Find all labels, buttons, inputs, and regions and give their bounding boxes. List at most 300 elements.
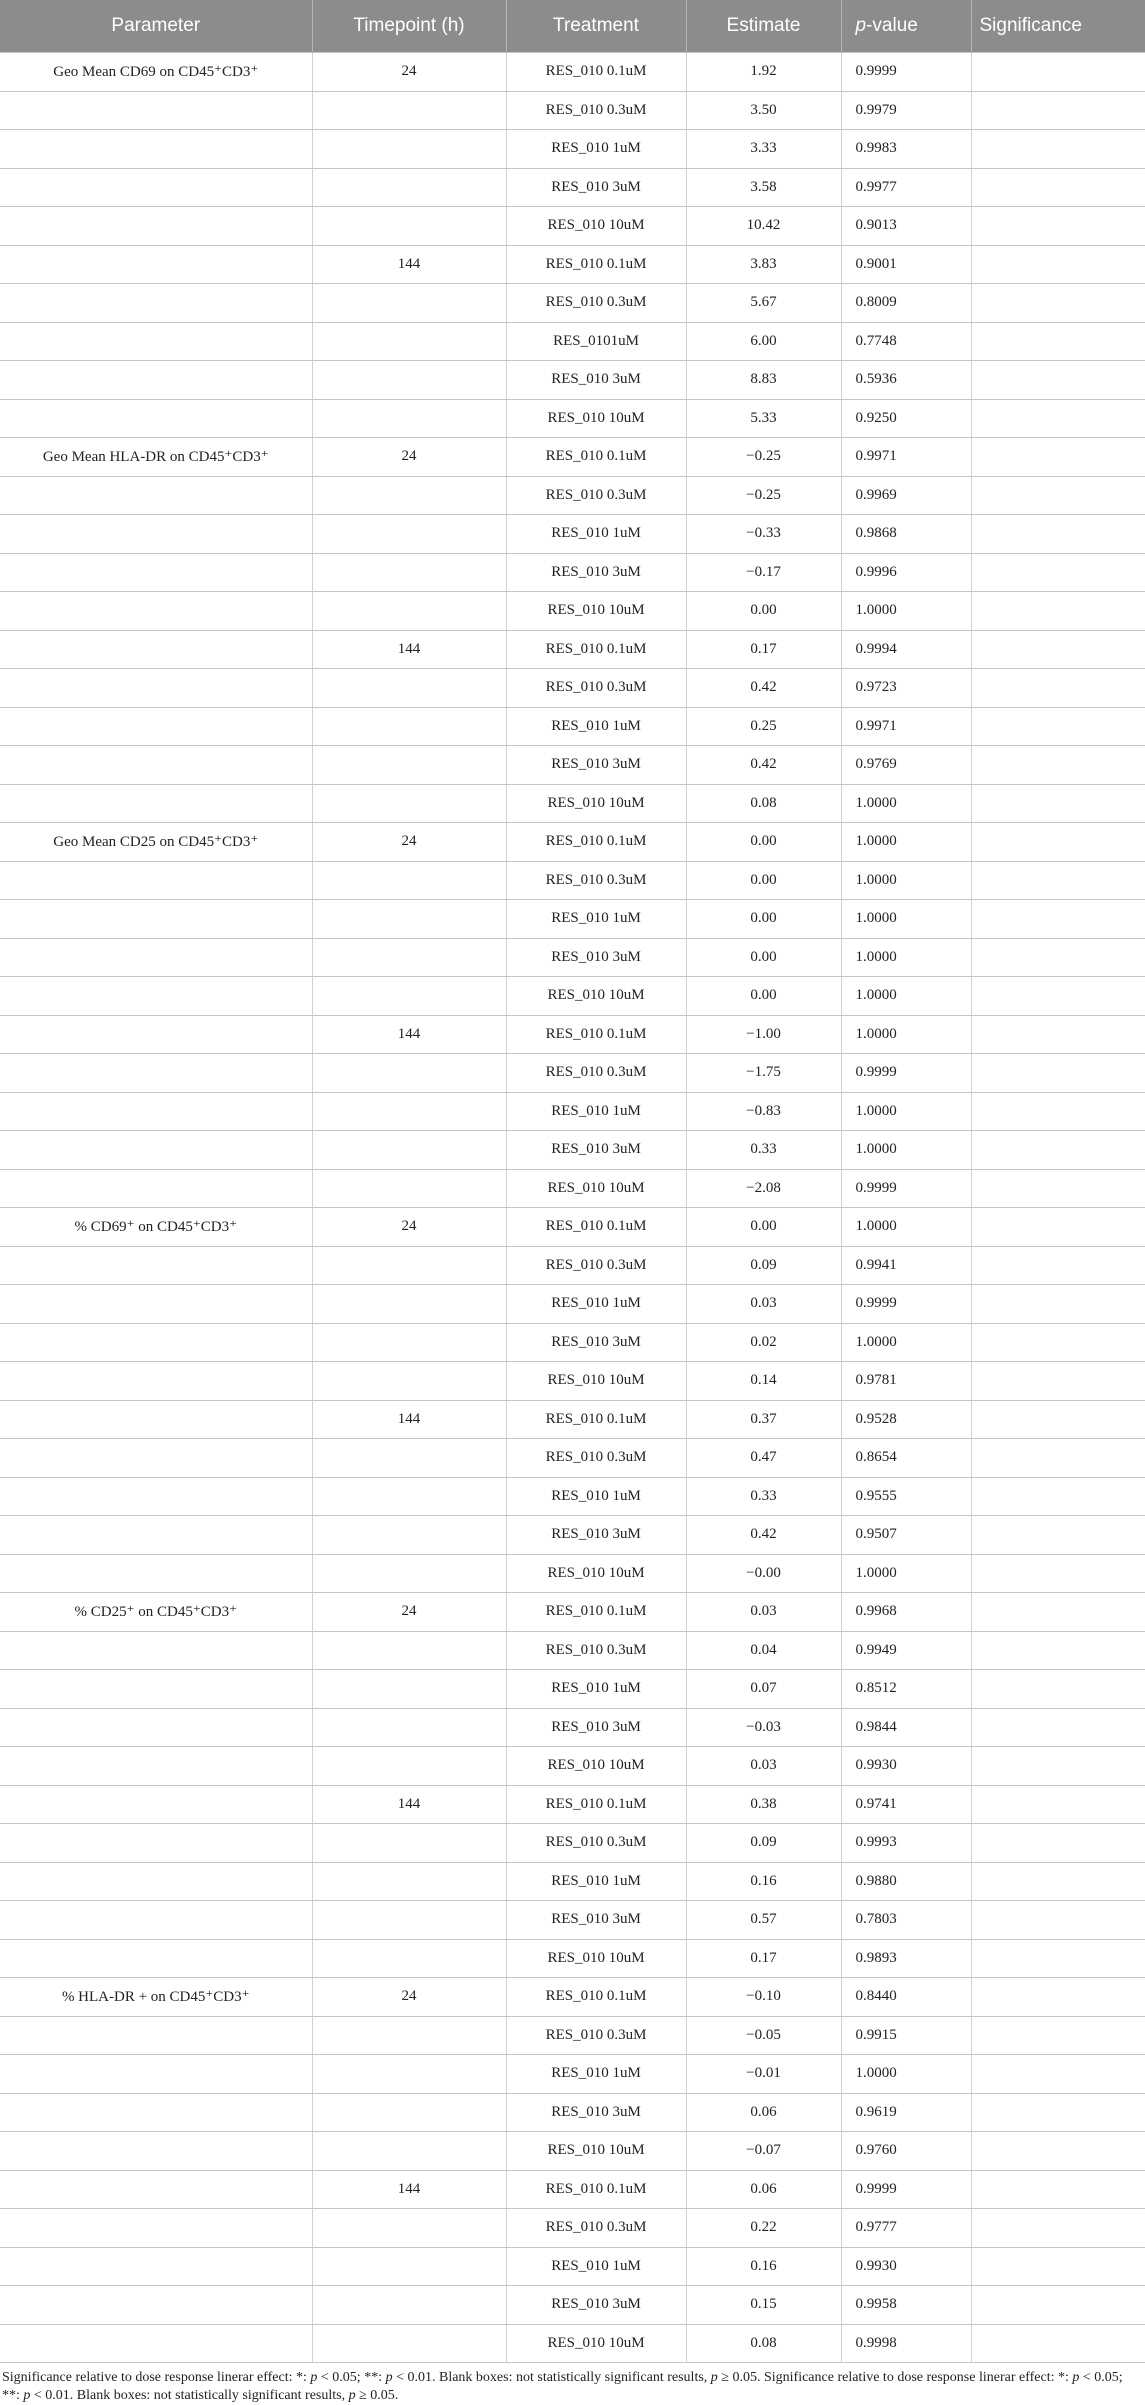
timepoint-cell [312, 1901, 506, 1940]
parameter-cell [0, 322, 312, 361]
table-row [0, 1862, 1145, 1901]
significance-cell [971, 900, 1145, 939]
table-row [0, 1708, 1145, 1747]
p-value-cell: 0.9999 [841, 2170, 971, 2209]
treatment-cell: RES_010 10uM [506, 2132, 686, 2171]
treatment-cell: RES_010 10uM [506, 784, 686, 823]
significance-cell [971, 245, 1145, 284]
timepoint-cell [312, 322, 506, 361]
timepoint-cell [312, 1477, 506, 1516]
estimate-cell: 0.16 [686, 2247, 841, 2286]
p-value-cell: 0.9619 [841, 2093, 971, 2132]
timepoint-cell [312, 1554, 506, 1593]
treatment-cell: RES_010 1uM [506, 130, 686, 169]
table-row [0, 1400, 1145, 1439]
timepoint-cell [312, 2324, 506, 2363]
estimate-cell: 0.08 [686, 784, 841, 823]
estimate-cell: 10.42 [686, 207, 841, 246]
parameter-cell [0, 1901, 312, 1940]
treatment-cell: RES_0101uM [506, 322, 686, 361]
estimate-cell: 0.06 [686, 2170, 841, 2209]
treatment-cell: RES_010 1uM [506, 2247, 686, 2286]
table-row [0, 1631, 1145, 1670]
table-row [0, 2093, 1145, 2132]
p-value-cell: 0.9769 [841, 746, 971, 785]
timepoint-cell: 144 [312, 245, 506, 284]
table-row [0, 1554, 1145, 1593]
significance-cell [971, 784, 1145, 823]
parameter-cell [0, 1670, 312, 1709]
timepoint-cell [312, 1516, 506, 1555]
estimate-cell: 1.92 [686, 53, 841, 92]
treatment-cell: RES_010 10uM [506, 1747, 686, 1786]
footnote-p-italic: p [23, 2388, 31, 2403]
table-row [0, 861, 1145, 900]
treatment-cell: RES_010 0.3uM [506, 91, 686, 130]
table-row [0, 1131, 1145, 1170]
table-row [0, 53, 1145, 92]
parameter-cell: % HLA-DR + on CD45⁺CD3⁺ [0, 1978, 312, 2017]
p-value-cell: 0.9999 [841, 1169, 971, 1208]
treatment-cell: RES_010 10uM [506, 1939, 686, 1978]
timepoint-cell [312, 1246, 506, 1285]
treatment-cell: RES_010 10uM [506, 1169, 686, 1208]
treatment-cell: RES_010 3uM [506, 2093, 686, 2132]
timepoint-cell [312, 361, 506, 400]
significance-cell [971, 2286, 1145, 2325]
parameter-cell [0, 592, 312, 631]
timepoint-cell [312, 938, 506, 977]
treatment-cell: RES_010 0.3uM [506, 1054, 686, 1093]
treatment-cell: RES_010 3uM [506, 2286, 686, 2325]
p-value-cell: 0.9723 [841, 669, 971, 708]
significance-cell [971, 476, 1145, 515]
estimate-cell: 0.00 [686, 900, 841, 939]
table-row [0, 1939, 1145, 1978]
significance-cell [971, 1631, 1145, 1670]
significance-cell [971, 322, 1145, 361]
timepoint-cell [312, 592, 506, 631]
p-value-cell: 0.9528 [841, 1400, 971, 1439]
p-value-cell: 0.9013 [841, 207, 971, 246]
treatment-cell: RES_010 3uM [506, 1131, 686, 1170]
significance-cell [971, 1285, 1145, 1324]
p-value-cell: 0.7803 [841, 1901, 971, 1940]
treatment-cell: RES_010 1uM [506, 1285, 686, 1324]
estimate-cell: 0.03 [686, 1747, 841, 1786]
timepoint-cell [312, 284, 506, 323]
estimate-cell: 0.42 [686, 746, 841, 785]
estimate-cell: 3.58 [686, 168, 841, 207]
timepoint-cell: 24 [312, 1593, 506, 1632]
table-row [0, 2324, 1145, 2363]
parameter-cell [0, 1516, 312, 1555]
significance-cell [971, 1477, 1145, 1516]
table-row [0, 1054, 1145, 1093]
treatment-cell: RES_010 1uM [506, 707, 686, 746]
treatment-cell: RES_010 3uM [506, 1323, 686, 1362]
parameter-cell [0, 1862, 312, 1901]
timepoint-cell [312, 1939, 506, 1978]
parameter-cell [0, 900, 312, 939]
estimate-cell: 6.00 [686, 322, 841, 361]
table-row [0, 438, 1145, 477]
treatment-cell: RES_010 1uM [506, 1670, 686, 1709]
parameter-cell [0, 1285, 312, 1324]
timepoint-cell [312, 1054, 506, 1093]
parameter-cell [0, 630, 312, 669]
footnote-p-italic: p [1072, 2370, 1080, 2385]
significance-cell [971, 91, 1145, 130]
table-row [0, 2016, 1145, 2055]
timepoint-cell [312, 1169, 506, 1208]
parameter-cell [0, 361, 312, 400]
treatment-cell: RES_010 3uM [506, 168, 686, 207]
parameter-cell [0, 977, 312, 1016]
parameter-cell [0, 2286, 312, 2325]
p-value-cell: 0.9941 [841, 1246, 971, 1285]
significance-cell [971, 2055, 1145, 2094]
table-row [0, 1747, 1145, 1786]
p-value-cell: 0.9999 [841, 1054, 971, 1093]
parameter-cell [0, 1747, 312, 1786]
timepoint-cell [312, 2016, 506, 2055]
estimate-cell: 0.04 [686, 1631, 841, 1670]
treatment-cell: RES_010 0.1uM [506, 1208, 686, 1247]
table-row [0, 207, 1145, 246]
parameter-cell [0, 1092, 312, 1131]
p-value-cell: 0.9760 [841, 2132, 971, 2171]
treatment-cell: RES_010 0.3uM [506, 476, 686, 515]
table-row [0, 1362, 1145, 1401]
estimate-cell: −0.01 [686, 2055, 841, 2094]
table-row [0, 2132, 1145, 2171]
footnote-p-italic: p [310, 2370, 318, 2385]
timepoint-cell: 144 [312, 1785, 506, 1824]
estimate-cell: 0.16 [686, 1862, 841, 1901]
table-row [0, 1015, 1145, 1054]
significance-cell [971, 2170, 1145, 2209]
timepoint-cell [312, 900, 506, 939]
estimate-cell: 0.33 [686, 1131, 841, 1170]
significance-cell [971, 2324, 1145, 2363]
timepoint-cell [312, 1362, 506, 1401]
significance-cell [971, 1554, 1145, 1593]
table-row [0, 2055, 1145, 2094]
table-row [0, 2286, 1145, 2325]
treatment-cell: RES_010 10uM [506, 592, 686, 631]
treatment-cell: RES_010 3uM [506, 1901, 686, 1940]
estimate-cell: 0.38 [686, 1785, 841, 1824]
significance-cell [971, 1785, 1145, 1824]
treatment-cell: RES_010 0.3uM [506, 2016, 686, 2055]
estimate-cell: 0.33 [686, 1477, 841, 1516]
parameter-cell [0, 476, 312, 515]
parameter-cell [0, 245, 312, 284]
header-row [0, 0, 1145, 53]
estimate-cell: 5.67 [686, 284, 841, 323]
table-row [0, 746, 1145, 785]
table-row [0, 1824, 1145, 1863]
timepoint-cell [312, 91, 506, 130]
table-row [0, 2247, 1145, 2286]
timepoint-cell: 24 [312, 438, 506, 477]
parameter-cell [0, 168, 312, 207]
p-value-cell: 1.0000 [841, 1131, 971, 1170]
treatment-cell: RES_010 3uM [506, 938, 686, 977]
parameter-cell [0, 1054, 312, 1093]
table-row [0, 1246, 1145, 1285]
treatment-cell: RES_010 1uM [506, 1092, 686, 1131]
table-row [0, 592, 1145, 631]
timepoint-cell [312, 1824, 506, 1863]
table-row [0, 823, 1145, 862]
estimate-cell: 0.00 [686, 938, 841, 977]
table-row [0, 1785, 1145, 1824]
significance-cell [971, 207, 1145, 246]
p-value-cell: 0.9868 [841, 515, 971, 554]
estimate-cell: −0.00 [686, 1554, 841, 1593]
treatment-cell: RES_010 0.3uM [506, 1631, 686, 1670]
treatment-cell: RES_010 1uM [506, 1862, 686, 1901]
treatment-cell: RES_010 3uM [506, 746, 686, 785]
parameter-cell [0, 1362, 312, 1401]
table-row [0, 938, 1145, 977]
parameter-cell [0, 1246, 312, 1285]
p-value-cell: 0.8440 [841, 1978, 971, 2017]
estimate-cell: 3.50 [686, 91, 841, 130]
treatment-cell: RES_010 1uM [506, 900, 686, 939]
treatment-cell: RES_010 0.1uM [506, 2170, 686, 2209]
estimate-cell: 0.00 [686, 861, 841, 900]
timepoint-cell [312, 1439, 506, 1478]
table-row [0, 977, 1145, 1016]
timepoint-cell [312, 1747, 506, 1786]
timepoint-cell [312, 1323, 506, 1362]
treatment-cell: RES_010 0.3uM [506, 1824, 686, 1863]
significance-cell [971, 707, 1145, 746]
parameter-cell [0, 1785, 312, 1824]
significance-cell [971, 1939, 1145, 1978]
p-value-cell: 0.9844 [841, 1708, 971, 1747]
parameter-cell [0, 2209, 312, 2248]
table-row [0, 2209, 1145, 2248]
timepoint-cell [312, 1631, 506, 1670]
p-value-cell: 1.0000 [841, 1015, 971, 1054]
significance-cell [971, 1824, 1145, 1863]
p-value-cell: 0.9001 [841, 245, 971, 284]
parameter-cell [0, 938, 312, 977]
treatment-cell: RES_010 0.1uM [506, 1015, 686, 1054]
treatment-cell: RES_010 10uM [506, 207, 686, 246]
p-value-cell: 0.9993 [841, 1824, 971, 1863]
footnote-p-italic: p [710, 2370, 718, 2385]
estimate-cell: 0.03 [686, 1593, 841, 1632]
parameter-cell [0, 784, 312, 823]
significance-cell [971, 2132, 1145, 2171]
table-row [0, 1516, 1145, 1555]
table-row [0, 1169, 1145, 1208]
treatment-cell: RES_010 3uM [506, 361, 686, 400]
table-header [0, 0, 1145, 53]
estimate-cell: −1.00 [686, 1015, 841, 1054]
significance-cell [971, 1901, 1145, 1940]
p-value-cell: 0.9968 [841, 1593, 971, 1632]
parameter-cell [0, 1400, 312, 1439]
timepoint-cell: 24 [312, 1978, 506, 2017]
table-row [0, 476, 1145, 515]
table-row [0, 322, 1145, 361]
significance-cell [971, 130, 1145, 169]
timepoint-cell [312, 399, 506, 438]
timepoint-cell: 24 [312, 823, 506, 862]
treatment-cell: RES_010 0.3uM [506, 669, 686, 708]
significance-cell [971, 438, 1145, 477]
timepoint-cell [312, 1285, 506, 1324]
timepoint-cell [312, 2055, 506, 2094]
p-value-cell: 0.8009 [841, 284, 971, 323]
p-value-cell: 0.9741 [841, 1785, 971, 1824]
timepoint-cell [312, 553, 506, 592]
treatment-cell: RES_010 3uM [506, 1516, 686, 1555]
parameter-cell [0, 130, 312, 169]
table-row [0, 284, 1145, 323]
p-value-cell: 0.9777 [841, 2209, 971, 2248]
significance-cell [971, 1015, 1145, 1054]
treatment-cell: RES_010 0.1uM [506, 245, 686, 284]
header-p-value-suffix: -value [866, 15, 918, 36]
p-value-cell: 1.0000 [841, 823, 971, 862]
p-value-cell: 1.0000 [841, 861, 971, 900]
significance-cell [971, 1169, 1145, 1208]
p-value-cell: 0.9507 [841, 1516, 971, 1555]
timepoint-cell [312, 1862, 506, 1901]
significance-cell [971, 938, 1145, 977]
parameter-cell [0, 1939, 312, 1978]
significance-cell [971, 1246, 1145, 1285]
significance-cell [971, 1593, 1145, 1632]
treatment-cell: RES_010 0.1uM [506, 53, 686, 92]
treatment-cell: RES_010 3uM [506, 553, 686, 592]
parameter-cell [0, 2324, 312, 2363]
parameter-cell [0, 1824, 312, 1863]
estimate-cell: 0.57 [686, 1901, 841, 1940]
estimate-cell: −1.75 [686, 1054, 841, 1093]
timepoint-cell [312, 2209, 506, 2248]
estimate-cell: −2.08 [686, 1169, 841, 1208]
table-row [0, 669, 1145, 708]
estimate-cell: 3.33 [686, 130, 841, 169]
p-value-cell: 1.0000 [841, 784, 971, 823]
p-value-cell: 0.9893 [841, 1939, 971, 1978]
p-value-cell: 0.9998 [841, 2324, 971, 2363]
treatment-cell: RES_010 0.3uM [506, 1246, 686, 1285]
significance-cell [971, 1978, 1145, 2017]
table-row [0, 130, 1145, 169]
treatment-cell: RES_010 10uM [506, 399, 686, 438]
parameter-cell [0, 2093, 312, 2132]
estimate-cell: −0.07 [686, 2132, 841, 2171]
table-body [0, 53, 1145, 2363]
timepoint-cell [312, 669, 506, 708]
estimate-cell: 0.07 [686, 1670, 841, 1709]
table-row [0, 1208, 1145, 1247]
treatment-cell: RES_010 10uM [506, 977, 686, 1016]
estimate-cell: 0.17 [686, 630, 841, 669]
significance-cell [971, 2247, 1145, 2286]
p-value-cell: 0.9971 [841, 438, 971, 477]
treatment-cell: RES_010 0.3uM [506, 1439, 686, 1478]
treatment-cell: RES_010 0.1uM [506, 630, 686, 669]
p-value-cell: 1.0000 [841, 1208, 971, 1247]
parameter-cell [0, 2055, 312, 2094]
parameter-cell: % CD69⁺ on CD45⁺CD3⁺ [0, 1208, 312, 1247]
estimate-cell: −0.33 [686, 515, 841, 554]
table-row [0, 553, 1145, 592]
timepoint-cell: 24 [312, 53, 506, 92]
table-row [0, 168, 1145, 207]
significance-cell [971, 669, 1145, 708]
estimate-cell: 8.83 [686, 361, 841, 400]
treatment-cell: RES_010 0.3uM [506, 2209, 686, 2248]
timepoint-cell [312, 2093, 506, 2132]
table-row [0, 515, 1145, 554]
p-value-cell: 0.9977 [841, 168, 971, 207]
estimate-cell: 0.47 [686, 1439, 841, 1478]
header-p-value-italic: p [855, 15, 867, 36]
timepoint-cell [312, 1670, 506, 1709]
parameter-cell [0, 669, 312, 708]
timepoint-cell [312, 2286, 506, 2325]
parameter-cell: Geo Mean HLA-DR on CD45⁺CD3⁺ [0, 438, 312, 477]
header-treatment: Treatment [506, 0, 686, 53]
p-value-cell: 1.0000 [841, 938, 971, 977]
estimate-cell: −0.03 [686, 1708, 841, 1747]
p-value-cell: 0.9930 [841, 2247, 971, 2286]
estimate-cell: 0.42 [686, 669, 841, 708]
p-value-cell: 1.0000 [841, 1554, 971, 1593]
parameter-cell [0, 399, 312, 438]
p-value-cell: 0.9971 [841, 707, 971, 746]
table-row [0, 1323, 1145, 1362]
p-value-cell: 0.9250 [841, 399, 971, 438]
estimate-cell: −0.25 [686, 438, 841, 477]
estimate-cell: 0.17 [686, 1939, 841, 1978]
p-value-cell: 0.9915 [841, 2016, 971, 2055]
p-value-cell: 0.9979 [841, 91, 971, 130]
estimate-cell: 0.03 [686, 1285, 841, 1324]
timepoint-cell [312, 515, 506, 554]
significance-cell [971, 2209, 1145, 2248]
table-row [0, 707, 1145, 746]
estimate-cell: 0.15 [686, 2286, 841, 2325]
estimate-cell: 0.42 [686, 1516, 841, 1555]
significance-cell [971, 1208, 1145, 1247]
p-value-cell: 1.0000 [841, 977, 971, 1016]
significance-cell [971, 1516, 1145, 1555]
significance-cell [971, 168, 1145, 207]
significance-cell [971, 284, 1145, 323]
table-row [0, 399, 1145, 438]
timepoint-cell: 144 [312, 2170, 506, 2209]
estimate-cell: 0.06 [686, 2093, 841, 2132]
parameter-cell [0, 1439, 312, 1478]
estimate-cell: 0.00 [686, 592, 841, 631]
table-row [0, 361, 1145, 400]
estimate-cell: 0.00 [686, 1208, 841, 1247]
estimate-cell: −0.17 [686, 553, 841, 592]
parameter-cell [0, 1015, 312, 1054]
